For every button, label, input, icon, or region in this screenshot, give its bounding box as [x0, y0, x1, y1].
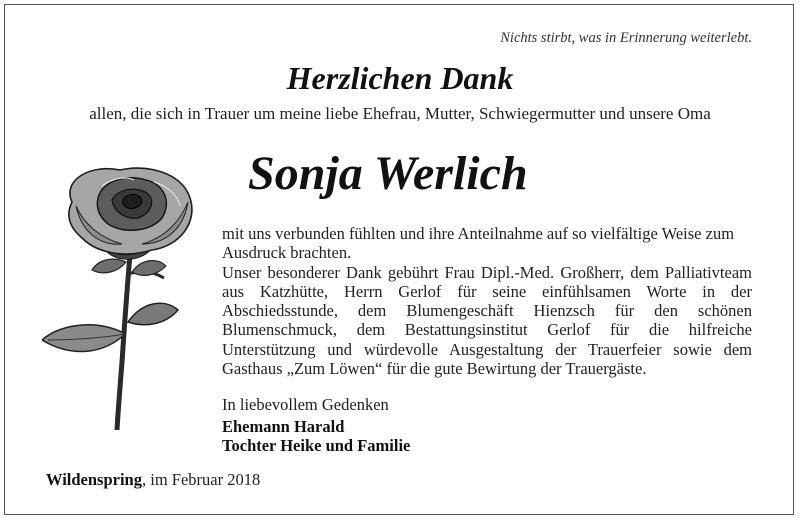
date: , im Februar 2018: [141, 470, 261, 489]
place-date: [46, 470, 260, 490]
motto: Nichts stirbt, was in Erinnerung weiterlebt.: [500, 30, 752, 46]
deceased-name: Sonja Werlich: [248, 147, 528, 200]
signatory: Ehemann Harald: [222, 417, 345, 436]
body-text: [222, 224, 752, 378]
signatory: Tochter Heike und Familie: [222, 436, 411, 455]
intro-line: allen, die sich in Trauer um meine liebe Ehefrau, Mutter, Schwiegermutter und unsere Oma: [89, 104, 711, 123]
rose-illustration: [42, 162, 222, 432]
body-paragraph-2: Unser besonderer Dank gebührt Frau Dipl.-Med. Großherr, dem Palliativteam aus Katzhütte, Herrn Gerlof für seine einfühlsamen Worte in der Abschiedsstunde, dem Blumengeschäft Hienzsch für den schönen Blumenschmuck, dem Bestattungsinstitut Gerlof für die hilfreiche Unterstützung und würdevolle Ausgestaltung der Trauerfeier sowie dem Gasthaus „Zum Löwen“ für die gute Bewirtung der Trauergäste.: [222, 262, 752, 379]
place: Wildenspring: [46, 470, 142, 489]
body-paragraph-1: mit uns verbunden fühlten und ihre Anteilnahme auf so vielfältige Weise zum Ausdruck brachten.: [222, 224, 735, 263]
closing-line: In liebevollem Gedenken: [222, 395, 389, 414]
heading: Herzlichen Dank: [286, 60, 514, 96]
